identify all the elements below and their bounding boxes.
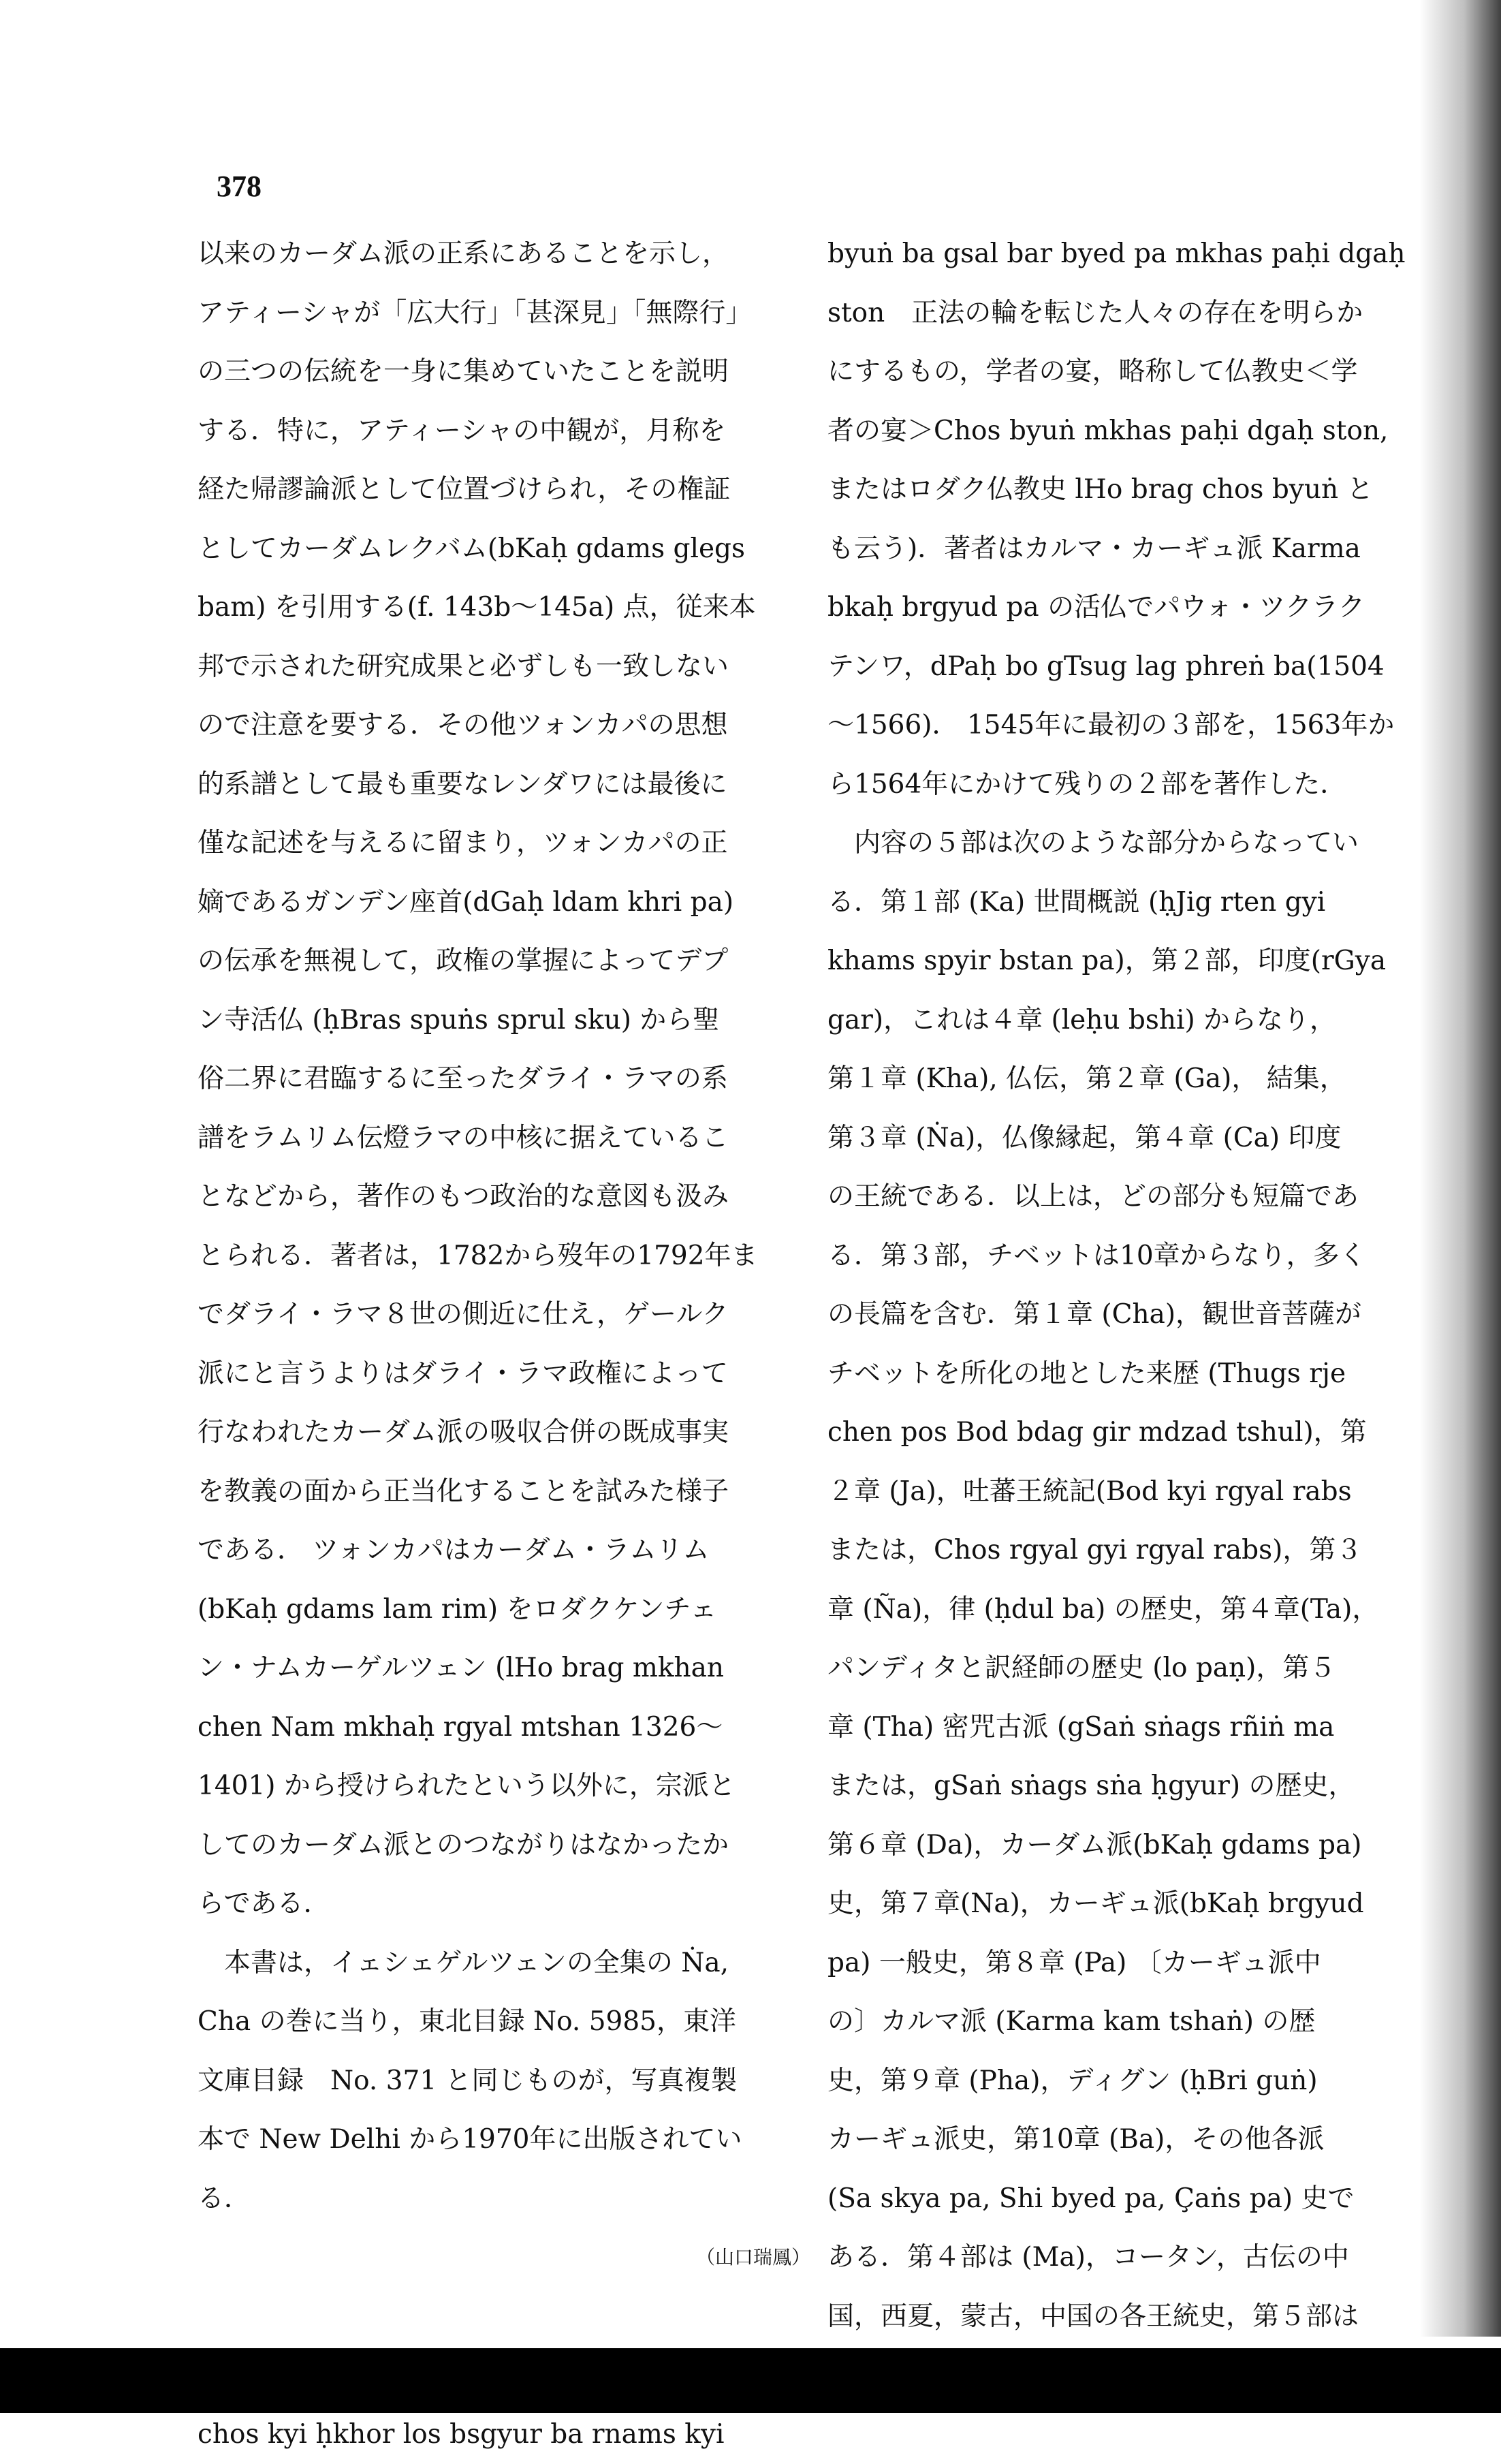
- text-line: 以来のカーダム派の正系にあることを示し，: [198, 225, 810, 284]
- left-column: [198, 225, 810, 2464]
- text-line: の〕カルマ派 (Karma kam tshaṅ) の歴: [827, 1993, 1440, 2052]
- text-line: (bKaḥ gdams lam rim) をロダクケンチェ: [198, 1580, 810, 1640]
- text-line: 史，第７章(Na)，カーギュ派(bKaḥ brgyud: [827, 1875, 1440, 1934]
- text-line: または，Chos rgyal gyi rgyal rabs)，第３: [827, 1521, 1440, 1580]
- text-line: chos kyi ḥkhor los bsgyur ba rnams kyi: [198, 2405, 810, 2464]
- text-line: pa) 一般史，第８章 (Pa) 〔カーギュ派中: [827, 1934, 1440, 1993]
- text-line: としてカーダムレクバム(bKaḥ gdams glegs: [198, 520, 810, 579]
- text-line: の長篇を含む．第１章 (Cha)，観世音菩薩が: [827, 1285, 1440, 1345]
- text-line: 第６章 (Da)，カーダム派(bKaḥ gdams pa): [827, 1816, 1440, 1875]
- text-line: chen Nam mkhaḥ rgyal mtshan 1326～: [198, 1698, 810, 1758]
- text-line: テンワ，dPaḥ bo gTsug lag phreṅ ba(1504: [827, 638, 1440, 697]
- text-line: を教義の面から正当化することを試みた様子: [198, 1463, 810, 1522]
- text-line: chen pos Bod bdag gir mdzad tshul)，第: [827, 1403, 1440, 1463]
- text-line: 本で New Delhi から1970年に出版されてい: [198, 2110, 810, 2170]
- text-line: とられる．著者は，1782から歿年の1792年ま: [198, 1227, 810, 1286]
- text-line: でダライ・ラマ８世の側近に仕え，ゲールク: [198, 1285, 810, 1345]
- text-line: チベットを所化の地とした来歴 (Thugs rje: [827, 1345, 1440, 1404]
- text-line: も云う)．著者はカルマ・カーギュ派 Karma: [827, 520, 1440, 579]
- text-line: の三つの伝統を一身に集めていたことを説明: [198, 343, 810, 402]
- text-line: してのカーダム派とのつながりはなかったか: [198, 1816, 810, 1875]
- text-line: の伝承を無視して，政権の掌握によってデプ: [198, 932, 810, 991]
- text-line: Cha の巻に当り，東北目録 No. 5985，東洋: [198, 1993, 810, 2052]
- text-line: 邦で示された研究成果と必ずしも一致しない: [198, 638, 810, 697]
- page-number: 378: [217, 169, 262, 204]
- text-line: 僅な記述を与えるに留まり，ツォンカパの正: [198, 814, 810, 873]
- text-line: ston 正法の輪を転じた人々の存在を明らか: [827, 284, 1440, 343]
- text-line: ので注意を要する．その他ツォンカパの思想: [198, 696, 810, 755]
- text-line: 文庫目録 No. 371 と同じものが，写真複製: [198, 2052, 810, 2111]
- text-line: る．: [198, 2170, 810, 2229]
- text-line: 本書は，イェシェゲルツェンの全集の Ṅa,: [198, 1934, 810, 1993]
- text-line: 的系譜として最も重要なレンダワには最後に: [198, 755, 810, 815]
- text-line: る．第３部，チベットは10章からなり，多く: [827, 1227, 1440, 1286]
- text-line: する．特に，アティーシャの中観が，月称を: [198, 402, 810, 461]
- text-line: 内容の５部は次のような部分からなってい: [827, 814, 1440, 873]
- text-line: カーギュ派史，第10章 (Ba)，その他各派: [827, 2110, 1440, 2170]
- text-line: 者の宴＞Chos byuṅ mkhas paḥi dgaḥ ston,: [827, 402, 1440, 461]
- text-line: 史，第９章 (Pha)，ディグン (ḥBri guṅ): [827, 2052, 1440, 2111]
- text-line: 俗二界に君臨するに至ったダライ・ラマの系: [198, 1050, 810, 1109]
- text-line: 1401) から授けられたという以外に，宗派と: [198, 1757, 810, 1816]
- text-line: または，gSaṅ sṅags sṅa ḥgyur) の歴史，: [827, 1757, 1440, 1816]
- text-line: らである．: [198, 1875, 810, 1934]
- text-line: 派にと言うよりはダライ・ラマ政権によって: [198, 1345, 810, 1404]
- text-line: ン寺活仏 (ḥBras spuṅs sprul sku) から聖: [198, 991, 810, 1050]
- right-column: [827, 225, 1440, 2405]
- text-line: パンディタと訳経師の歴史 (lo paṇ)，第５: [827, 1639, 1440, 1698]
- text-line: bam) を引用する(f. 143b～145a) 点，従来本: [198, 578, 810, 638]
- entry-gap: [198, 2288, 810, 2347]
- text-line: ン・ナムカーゲルツェン (lHo brag mkhan: [198, 1639, 810, 1698]
- text-line: 譜をラムリム伝燈ラマの中核に据えているこ: [198, 1109, 810, 1168]
- text-line: 行なわれたカーダム派の吸収合併の既成事実: [198, 1403, 810, 1463]
- text-line: にするもの，学者の宴，略称して仏教史＜学: [827, 343, 1440, 402]
- author-attribution: （山口瑞鳳）: [198, 2228, 810, 2288]
- text-line: 章 (Ña)，律 (ḥdul ba) の歴史，第４章(Ta)，: [827, 1580, 1440, 1640]
- text-line: byuṅ ba gsal bar byed pa mkhas paḥi dgaḥ: [827, 225, 1440, 284]
- text-line: (Sa skya pa, Shi byed pa, Çaṅs pa) 史で: [827, 2170, 1440, 2229]
- scan-edge-shadow: [1419, 0, 1501, 2337]
- text-line: khams spyir bstan pa)，第２部，印度(rGya: [827, 932, 1440, 991]
- text-line: の王統である．以上は，どの部分も短篇であ: [827, 1168, 1440, 1227]
- text-line: ～1566)． 1545年に最初の３部を，1563年か: [827, 696, 1440, 755]
- text-line: 章 (Tha) 密咒古派 (gSaṅ sṅags rñiṅ ma: [827, 1698, 1440, 1758]
- text-line: 国，西夏，蒙古，中国の各王統史，第５部は: [827, 2288, 1440, 2347]
- text-line: る．第１部 (Ka) 世間概説 (ḥJig rten gyi: [827, 873, 1440, 933]
- text-line: 第３章 (Ṅa)，仏像縁起，第４章 (Ca) 印度: [827, 1109, 1440, 1168]
- text-line: アティーシャが「広大行」「甚深見」「無際行」: [198, 284, 810, 343]
- scan-bottom-bar: [0, 2348, 1501, 2413]
- text-line: ら1564年にかけて残りの２部を著作した．: [827, 755, 1440, 815]
- text-line: bkaḥ brgyud pa の活仏でパウォ・ツクラク: [827, 578, 1440, 638]
- text-line: gar)，これは４章 (leḥu bshi) からなり，: [827, 991, 1440, 1050]
- text-line: ２章 (Ja)，吐蕃王統記(Bod kyi rgyal rabs: [827, 1463, 1440, 1522]
- text-line: 第１章 (Kha), 仏伝，第２章 (Ga)， 結集，: [827, 1050, 1440, 1109]
- text-line: 経た帰謬論派として位置づけられ，その権証: [198, 461, 810, 520]
- text-line: またはロダク仏教史 lHo brag chos byuṅ と: [827, 461, 1440, 520]
- text-line: 嫡であるガンデン座首(dGaḥ ldam khri pa): [198, 873, 810, 933]
- text-line: となどから，著作のもつ政治的な意図も汲み: [198, 1168, 810, 1227]
- text-line: である． ツォンカパはカーダム・ラムリム: [198, 1521, 810, 1580]
- text-line: ある．第４部は (Ma)，コータン，古伝の中: [827, 2228, 1440, 2288]
